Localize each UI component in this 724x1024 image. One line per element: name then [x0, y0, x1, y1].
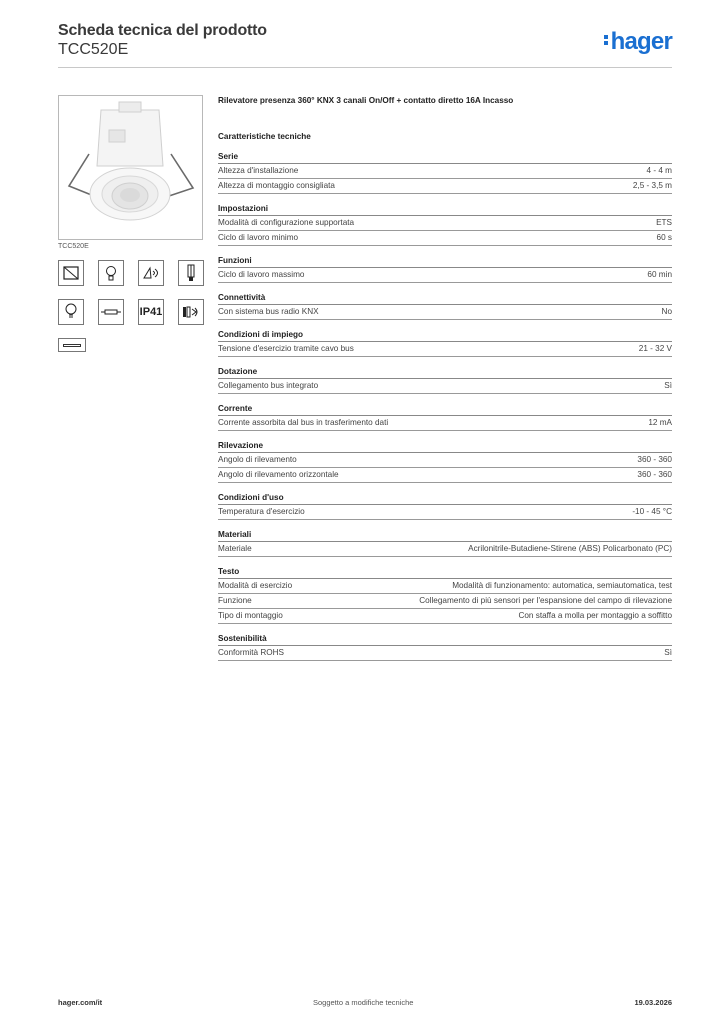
- section-title: Dotazione: [218, 367, 672, 379]
- spec-value: Sì: [664, 648, 672, 657]
- spec-row: [218, 542, 672, 557]
- spec-section: [218, 404, 672, 431]
- spec-section: [218, 367, 672, 394]
- document-date: 19.03.2026: [634, 998, 672, 1007]
- spec-value: 12 mA: [648, 418, 672, 427]
- spec-row: [218, 305, 672, 320]
- spec-row: [218, 609, 672, 624]
- product-media-column: [58, 95, 203, 352]
- section-title: Rilevazione: [218, 441, 672, 453]
- spec-section: [218, 152, 672, 194]
- product-photo: [58, 95, 203, 240]
- section-title: Impostazioni: [218, 204, 672, 216]
- spec-row: [218, 594, 672, 609]
- section-title: Connettività: [218, 293, 672, 305]
- spec-value: 360 - 360: [637, 470, 672, 479]
- section-title: Materiali: [218, 530, 672, 542]
- spec-section: [218, 493, 672, 520]
- spec-section: [218, 204, 672, 246]
- spec-sections: [218, 152, 672, 661]
- spec-label: Altezza di montaggio consigliata: [218, 181, 335, 190]
- spec-section: [218, 634, 672, 661]
- spec-section: [218, 256, 672, 283]
- ip-rating-label: [138, 299, 164, 325]
- section-title: Funzioni: [218, 256, 672, 268]
- spec-row: [218, 416, 672, 431]
- resistive-load-icon: [98, 299, 124, 325]
- feature-icons: [58, 260, 203, 325]
- section-title: Sostenibilità: [218, 634, 672, 646]
- spec-value: No: [661, 307, 672, 316]
- spec-label: Temperatura d'esercizio: [218, 507, 305, 516]
- spec-label: Tipo di montaggio: [218, 611, 283, 620]
- spec-row: [218, 268, 672, 283]
- spec-value: 60 s: [656, 233, 672, 242]
- fluorescent-tube-icon: [178, 260, 204, 286]
- spec-row: [218, 646, 672, 661]
- motion-sensor-icon: [138, 260, 164, 286]
- spec-row: [218, 179, 672, 194]
- spec-label: Ciclo di lavoro massimo: [218, 270, 305, 279]
- spec-row: [218, 164, 672, 179]
- page-header: [58, 22, 672, 68]
- spec-row: [218, 579, 672, 594]
- section-title: Condizioni di impiego: [218, 330, 672, 342]
- presence-detector-image: [59, 96, 202, 239]
- page-title: Scheda tecnica del prodotto: [58, 22, 267, 39]
- ceiling-mount-icon: [58, 260, 84, 286]
- section-title: Corrente: [218, 404, 672, 416]
- spec-label: Conformità ROHS: [218, 648, 284, 657]
- hager-logo[interactable]: [604, 28, 672, 56]
- spec-section: [218, 530, 672, 557]
- spec-value: Con staffa a molla per montaggio a soffitto: [518, 611, 672, 620]
- spec-value: ETS: [656, 218, 672, 227]
- spec-label: Tensione d'esercizio tramite cavo bus: [218, 344, 354, 353]
- spec-label: Angolo di rilevamento orizzontale: [218, 470, 339, 479]
- spec-row: [218, 342, 672, 357]
- footer-note: Soggetto a modifiche tecniche: [313, 998, 414, 1007]
- website-link[interactable]: hager.com/it: [58, 998, 103, 1007]
- spec-row: [218, 505, 672, 520]
- spec-value: 360 - 360: [637, 455, 672, 464]
- bulb-icon: [58, 299, 84, 325]
- spec-section: [218, 330, 672, 357]
- spec-value: 4 - 4 m: [646, 166, 672, 175]
- logo-dots-icon: [604, 33, 609, 47]
- spec-section: [218, 441, 672, 483]
- specifications-column: [218, 96, 672, 671]
- spec-label: Modalità di esercizio: [218, 581, 293, 590]
- spec-label: Con sistema bus radio KNX: [218, 307, 319, 316]
- spec-label: Altezza d'installazione: [218, 166, 299, 175]
- photo-caption: TCC520E: [58, 243, 89, 250]
- spec-section: [218, 567, 672, 624]
- product-description: Rilevatore presenza 360° KNX 3 canali On/Off + contatto diretto 16A Incasso: [218, 96, 514, 105]
- section-title: Testo: [218, 567, 672, 579]
- spec-value: Sì: [664, 381, 672, 390]
- spec-row: [218, 379, 672, 394]
- section-title: Condizioni d'uso: [218, 493, 672, 505]
- spec-row: [218, 453, 672, 468]
- spec-label: Modalità di configurazione supportata: [218, 218, 355, 227]
- section-title: Serie: [218, 152, 672, 164]
- spec-row: [218, 468, 672, 483]
- spec-label: Materiale: [218, 544, 252, 553]
- tech-characteristics-heading: Caratteristiche tecniche: [218, 132, 311, 141]
- spec-section: [218, 293, 672, 320]
- spec-value: -10 - 45 °C: [632, 507, 672, 516]
- spec-value: 21 - 32 V: [638, 344, 672, 353]
- spec-value: 2,5 - 3,5 m: [632, 181, 672, 190]
- spec-label: Funzione: [218, 596, 252, 605]
- spec-row: [218, 231, 672, 246]
- spec-value: Modalità di funzionamento: automatica, semiautomatica, test: [452, 581, 672, 590]
- spec-label: Angolo di rilevamento: [218, 455, 297, 464]
- spec-row: [218, 216, 672, 231]
- product-code: TCC520E: [58, 41, 129, 58]
- spec-value: 60 min: [647, 270, 672, 279]
- spec-label: Collegamento bus integrato: [218, 381, 319, 390]
- spec-value: Acrilonitrile-Butadiene-Stirene (ABS) Policarbonato (PC): [468, 544, 672, 553]
- spec-value: Collegamento di più sensori per l'espansione del campo di rilevazione: [419, 596, 672, 605]
- led-driver-icon: [178, 299, 204, 325]
- lamp-icon: [98, 260, 124, 286]
- spec-label: Ciclo di lavoro minimo: [218, 233, 299, 242]
- dimmer-module-icon: [58, 338, 86, 352]
- logo-text: hager: [610, 28, 672, 55]
- spec-label: Corrente assorbita dal bus in trasferimento dati: [218, 418, 389, 427]
- ip-rating-text: IP41: [139, 306, 163, 318]
